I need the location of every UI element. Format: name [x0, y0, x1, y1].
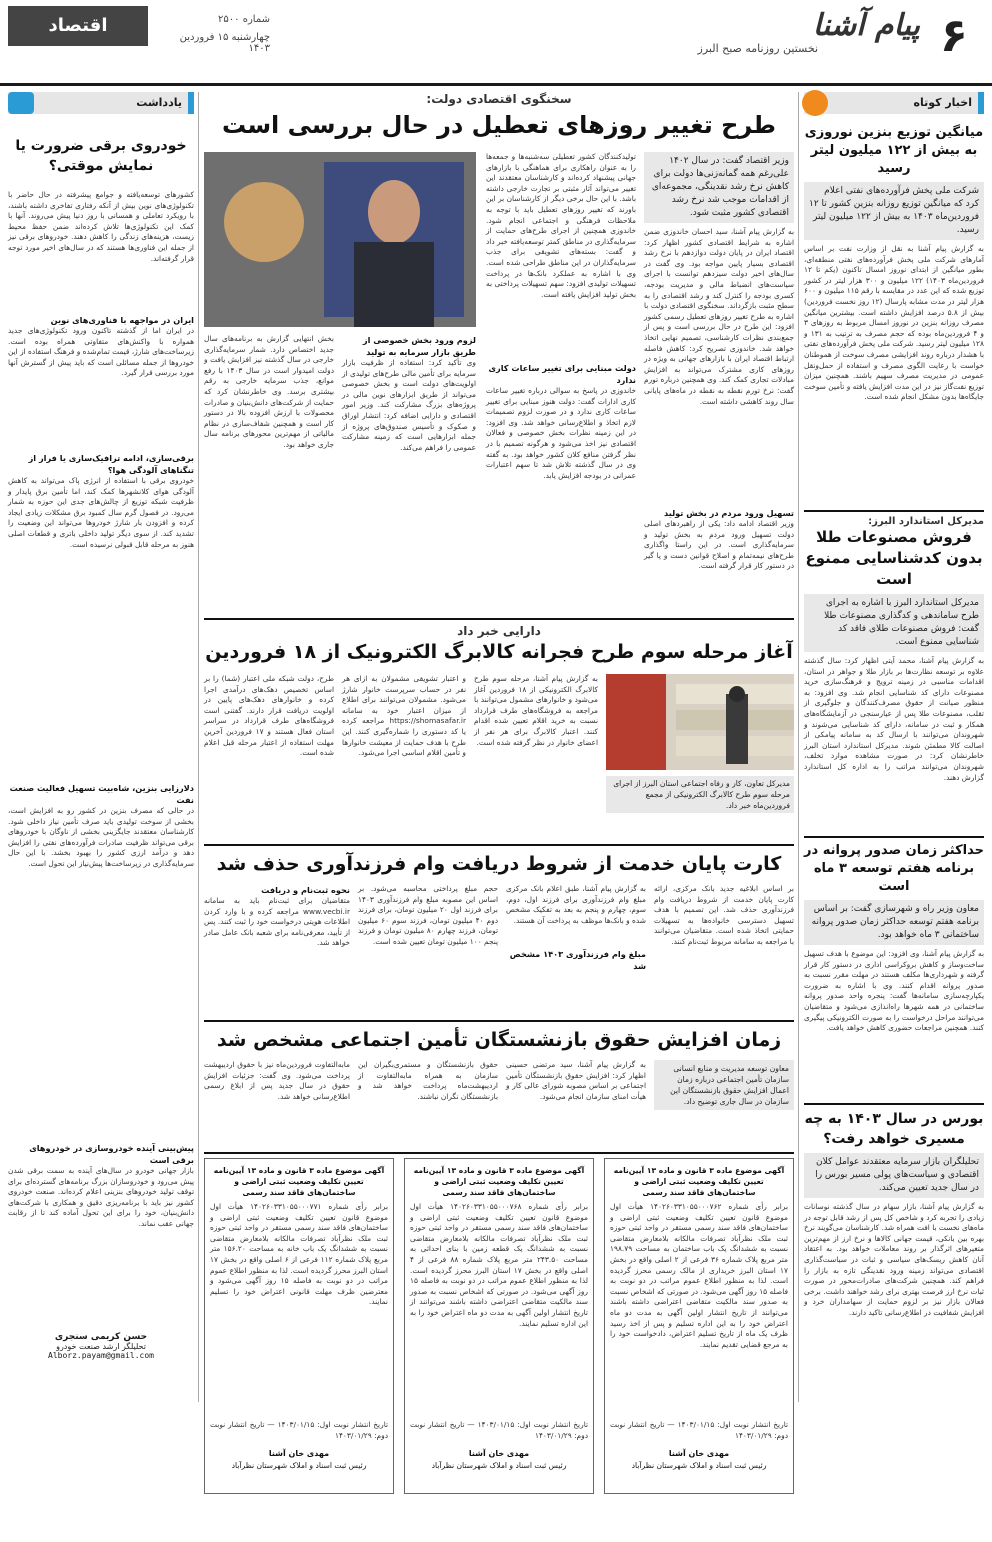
opinion-body: در ایران اما از گذشته تاکنون ورود تکنولوژی‌های جدید همواره با واکنش‌های متفاوتی همراه بوده است. زیرساخت‌های شارژ، قیمت تمام‌شده و فرهنگ استفاده از این خودروها از جمله مسائلی است که باید پیش از گسترش آنها مورد بررسی قرار گیرد. [8, 326, 194, 378]
ad-signer-name: مهدی خان آشنا [468, 1449, 530, 1458]
opinion-headline: خودروی برقی ضرورت یا نمایش موقتی؟ [15, 138, 187, 174]
news-headline: فروش مصنوعات طلا بدون کدشناسایی ممنوع است [805, 528, 983, 588]
loan-story [204, 850, 794, 1020]
loan-headline: کارت پایان خدمت از شروط دریافت وام فرزندآوری حذف شد [216, 853, 782, 875]
loan-body: حجم مبلغ پرداختی محاسبه می‌شود. بر اساس این مصوبه مبلغ وام فرزندآوری ۱۴۰۳ برای فرزند اول ۲۰ میلیون تومان، برای فرزند دوم ۴۰ میلیون تومان، فرزند سوم ۶۰ میلیون تومان، فرزند چهارم ۸۰ میلیون تومان و فرزند پنجم ۱۰۰ میلیون تومان تعیین شده است. [358, 884, 498, 946]
author-name: حسن کریمی سنجری [54, 1332, 148, 1342]
lead-body: وزیر اقتصاد ادامه داد: یکی از راهبردهای اصلی دولت تسهیل ورود مردم به بخش تولید و سرمایه‌گذاری است. در این راستا واگذاری طرح‌های نیمه‌تمام و اصلاح قوانین دست و پا گیر در دستور کار قرار گرفته است. [644, 519, 794, 571]
newspaper-logo: پیام آشنا [812, 8, 920, 43]
ad-dates: تاریخ انتشار نوبت اول: ۱۴۰۳/۰۱/۱۵ — تاریخ انتشار نوبت دوم: ۱۴۰۳/۰۱/۲۹ [210, 1420, 388, 1440]
news-body: به گزارش پیام آشنا، بازار سهام در سال گذشته نوسانات زیادی را تجربه کرد و شاخص کل پس از رشد قابل توجه در ماه‌های نخست با افت همراه شد. کارشناسان می‌گویند نرخ بهره بین بانکی، قیمت جهانی کالاها و نرخ ارز از مهم‌ترین متغیرهای اثرگذار بر روند معاملات خواهد بود. به اعتقاد آنان کاهش ریسک‌های سیاسی و ثبات در سیاست‌گذاری اقتصادی می‌تواند زمینه ورود نقدینگی تازه به بازار را فراهم کند. همچنین شرکت‌های صادرات‌محور در صورت ثبات نرخ ارز فرصت بهتری برای رشد خواهند داشت. برخی فعالان بازار نیز بر لزوم حمایت از سهامداران خرد و افزایش شفافیت در اطلاع‌رسانی تاکید دارند. [804, 1202, 984, 1317]
ad-title: آگهی موضوع ماده ۳ قانون و ماده ۱۳ آیین‌نامه تعیین تکلیف وضعیت ثبتی اراضی و ساختمان‌های فاقد سند رسمی [613, 1166, 785, 1197]
short-news-title-bar [804, 92, 984, 114]
opinion-column [8, 92, 194, 1402]
pension-story [204, 1026, 794, 1146]
divider [204, 618, 794, 620]
lead-body: خاندوزی در پاسخ به سوالی درباره تغییر ساعات کاری ادارات گفت: دولت هنوز مبنایی برای تغییر ساعات کاری ندارد و در صورت لزوم تصمیمات لازم اتخاذ و اطلاع‌رسانی خواهد شد. وی افزود: در این زمینه نظرات بخش خصوصی و فعالان اقتصادی نیز اخذ می‌شود و هرگونه تصمیم با در نظر گرفتن منافع کلان کشور خواهد بود. به گفته وی در سال گذشته تلاش شد تا سهم اعتبارات عمرانی در بودجه افزایش یابد. [486, 386, 636, 480]
pension-body: حقوق بازنشستگان و مستمری‌بگیران این سازمان به همراه مابه‌التفاوت از اردیبهشت‌ماه پرداخت خواهد شد و بازنشستگان نگران نباشند. [358, 1060, 498, 1101]
lead-body: به گزارش پیام آشنا، سید احسان خاندوزی ضمن اشاره به شرایط اقتصادی کشور اظهار کرد: اقتصاد ایران در پایان دولت دوازدهم با نرخ رشد اقتصادی بسیار پایین مواجه بود. وی گفت در سال‌های اخیر دولت سیزدهم توانست با اجرای سیاست‌های انضباط مالی و مدیریت بودجه، کسری بودجه را کنترل کند و رشد اقتصادی را به سطح مثبت بازگرداند. سخنگوی اقتصادی دولت با اشاره به طرح تغییر روزهای تعطیل رسمی کشور افزود: این طرح در حال بررسی است و پس از جمع‌بندی نظرات کارشناسی، تصمیم نهایی اتخاذ خواهد شد. خاندوزی تصریح کرد: کاهش فاصله ارتباط اقتصاد ایران با بازارهای جهانی به ویژه در روزهای کاری مشترک می‌تواند به افزایش مبادلات تجاری کمک کند. وی همچنین درباره تورم گفت: نرخ تورم نقطه به نقطه در ماه‌های پایانی سال روند کاهشی داشته است. [644, 227, 794, 406]
kalabarg-kicker: دارایی خبر داد [457, 624, 541, 638]
news-headline: بورس در سال ۱۴۰۳ به چه مسیری خواهد رفت؟ [804, 1111, 984, 1147]
lead-subhead: تسهیل ورود مردم در بخش تولید [664, 508, 794, 518]
ad-signer-name: مهدی خان آشنا [268, 1449, 330, 1458]
ad-dates: تاریخ انتشار نوبت اول: ۱۴۰۳/۰۱/۱۵ — تاریخ انتشار نوبت دوم: ۱۴۰۳/۰۱/۲۹ [410, 1420, 588, 1440]
registry-ad [404, 1158, 594, 1494]
column-rule [198, 92, 199, 1402]
megaphone-icon [802, 90, 828, 116]
news-item-gold [804, 516, 984, 832]
news-lede: تحلیلگران بازار سرمایه معتقدند عوامل کلان اقتصادی و سیاست‌های پولی مسیر بورس را در سال جدید تعیین می‌کند. [804, 1153, 984, 1198]
author-email[interactable]: Alborz.payam@gmail.com [48, 1351, 154, 1360]
minister-photo [204, 152, 476, 327]
lead-lede: وزیر اقتصاد گفت: در سال ۱۴۰۲ علی‌رغم همه گمانه‌زنی‌ها دولت برای کاهش نرخ رشد نقدینگی، مجموعه‌ای از اقدامات موجب شد نرخ رشد اقتصادی کشور مثبت شود. [644, 152, 794, 223]
pension-col-1 [654, 1060, 794, 1144]
short-news-column [804, 92, 984, 1402]
lead-col-4 [204, 334, 334, 614]
lead-col-3 [342, 334, 476, 614]
lead-subhead: لزوم ورود بخش خصوصی از طریق بازار سرمایه به تولید [362, 335, 476, 357]
loan-body: متقاضیان برای ثبت‌نام باید به سامانه www.vecbi.ir مراجعه کرده و با وارد کردن اطلاعات هویتی درخواست خود را ثبت کنند. پس از تأیید، معرفی‌نامه برای شعبه بانک عامل صادر خواهد شد. [204, 896, 350, 948]
pension-lede: معاون توسعه مدیریت و منابع انسانی سازمان تأمین اجتماعی درباره زمان اعمال افزایش حقوق بازنشستگان این سازمان در سال جاری توضیح داد. [654, 1060, 794, 1110]
ad-signer-title: رئیس ثبت اسناد و املاک شهرستان نظرآباد [231, 1461, 367, 1470]
lead-body: تولیدکنندگان کشور تعطیلی سه‌شنبه‌ها و جمعه‌ها را به عنوان راهکاری برای هماهنگی با بازارهای جهانی پیشنهاد کرده‌اند و کارشناسان معتقدند این تغییر می‌تواند آثار مثبتی بر تجارت خارجی داشته باشد. با این حال برخی دیگر از کارشناسان بر این باورند که تغییر روزهای تعطیل باید با توجه به ملاحظات فرهنگی و اجتماعی انجام شود. خاندوزی همچنین از اجرای طرح‌های حمایت از سرمایه‌گذاری در مناطق کمتر توسعه‌یافته خبر داد و گفت: بسته‌های تشویقی برای جذب سرمایه‌گذاران در این مناطق طراحی شده است. وی با اشاره به عملکرد بانک‌ها در پرداخت تسهیلات تولیدی افزود: سهم تسهیلات پرداختی به بخش تولید افزایش یافته است. [486, 152, 636, 299]
lead-photo [204, 152, 476, 327]
news-kicker: مدیرکل استاندارد البرز: [868, 516, 984, 527]
news-lede: معاون وزیر راه و شهرسازی گفت: بر اساس برنامه هفتم توسعه حداکثر زمان صدور پروانه ساختمانی ۳ ماه خواهد بود. [804, 900, 984, 945]
ad-signer-title: رئیس ثبت اسناد و املاک شهرستان نظرآباد [431, 1461, 567, 1470]
ad-title: آگهی موضوع ماده ۳ قانون و ماده ۱۳ آیین‌نامه تعیین تکلیف وضعیت ثبتی اراضی و ساختمان‌های فاقد سند رسمی [413, 1166, 585, 1197]
page-number: ۶ [939, 8, 968, 62]
tagline: نخستین روزنامه صبح البرز [697, 42, 818, 55]
opinion-title: یادداشت [136, 96, 182, 109]
ad-title: آگهی موضوع ماده ۳ قانون و ماده ۱۳ آیین‌نامه تعیین تکلیف وضعیت ثبتی اراضی و ساختمان‌های فاقد سند رسمی [213, 1166, 385, 1197]
kalabarg-caption: مدیرکل تعاون، کار و رفاه اجتماعی استان البرز از اجرای مرحله سوم طرح کالابرگ الکترونیکی از مجمع فروردین‌ماه خبر داد. [606, 776, 794, 813]
registry-ad [604, 1158, 794, 1494]
section-label: اقتصاد [8, 6, 148, 46]
pension-body: به گزارش پیام آشنا، سید مرتضی حسینی اظهار کرد: افزایش حقوق بازنشستگان تأمین اجتماعی بر اساس مصوبه شورای عالی کار و هیأت امنای سازمان انجام می‌شود. [506, 1060, 646, 1101]
pension-body: مابه‌التفاوت فروردین‌ماه نیز با حقوق اردیبهشت پرداخت می‌شود. وی گفت: جزئیات افزایش حقوق در سال جدید پس از ابلاغ رسمی اطلاع‌رسانی خواهد شد. [204, 1060, 350, 1101]
masthead [0, 0, 992, 86]
ad-signer-title: رئیس ثبت اسناد و املاک شهرستان نظرآباد [631, 1461, 767, 1470]
supermarket-photo [606, 674, 794, 770]
news-item-bourse [804, 1109, 984, 1542]
lead-headline: طرح تغییر روزهای تعطیل در حال بررسی است [222, 111, 776, 139]
opinion-body: خودروی برقی با استفاده از انرژی پاک می‌تواند به کاهش آلودگی هوای کلانشهرها کمک کند، اما تأمین برق پایدار و ظرفیت شبکه توزیع از چالش‌های جدی این حوزه به شمار می‌رود. در فصول گرم سال کمبود برق مشکلات زیادی ایجاد کرده و افزودن بار شارژ خودروها می‌تواند این وضعیت را تشدید کند. از سوی دیگر تولید داخلی باتری و قطعات اصلی هنوز به مرحله قابل قبولی نرسیده است. [8, 476, 194, 549]
kalabarg-body: به گزارش پیام آشنا، مرحله سوم طرح کالابرگ الکترونیکی از ۱۸ فروردین آغاز می‌شود و خانوارهای مشمول می‌توانند با مراجعه به فروشگاه‌های طرف قرارداد نسبت به خرید اقلام تعیین شده اقدام کنند. اعتبار کالابرگ برای هر نفر از اعضای خانوار در نظر گرفته شده است. [474, 674, 598, 747]
divider [804, 1103, 984, 1105]
divider [804, 510, 984, 512]
loan-body: به گزارش پیام آشنا، طبق اعلام بانک مرکزی مبلغ وام فرزندآوری برای فرزند اول، دوم، سوم، چهارم و پنجم به بعد به تفکیک مشخص شده و بانک‌ها موظف به پرداخت آن هستند. [506, 884, 646, 925]
news-body: به گزارش پیام آشنا به نقل از وزارت نفت بر اساس آمارهای شرکت ملی پخش فرآورده‌های نفتی منطقه‌ای، بطور میانگین از ابتدای نوروز امسال تاکنون (یکم تا ۱۲ فروردین‌ماه ۱۴۰۳) ۱۲۲ میلیون و ۳۰۰ هزار لیتر در کشور توزیع شده که این عدد در مقایسه با رقم ۱۱۵ میلیون و ۶۰۰ هزار لیتر در مدت مشابه پارسال (۱۲ روز نخست فروردین) بیش از ۵.۸ درصد افزایش داشته است. بیشترین میانگین مصرف روزانه بنزین در نوروز امسال مربوط به روزهای ۳ و ۴ فروردین‌ماه بوده که حجم مصرف به ترتیب به ۱۳۱ و ۱۲۸ میلیون لیتر رسید. شرکت ملی پخش فرآورده‌های نفتی با هشدار درباره روند افزایشی مصرف سوخت از هموطنان خواست با رعایت الگوی مصرف و استفاده از حمل‌ونقل عمومی در مدیریت مصرف سهیم باشند. همچنین میزان توزیع نفت‌گاز نیز در این مدت افزایش یافته و تأمین سوخت جایگاه‌ها بدون مشکل انجام شده است. [804, 244, 985, 402]
column-rule [798, 92, 799, 1402]
opinion-body: در حالی که مصرف بنزین در کشور رو به افزایش است، بخشی از سوخت تولیدی باید صرف تأمین نیاز داخلی شود. کارشناسان معتقدند جایگزینی بخشی از ناوگان با خودروهای برقی می‌تواند ظرفیت صادرات فرآورده‌های نفتی را افزایش دهد و درآمد ارزی کشور را بهبود بخشد. با این حال سرمایه‌گذاری در زیرساخت‌ها پیش‌نیاز این تحول است. [8, 806, 194, 868]
ad-body: برابر رأی شماره ۱۴۰۲۶۰۳۳۱۰۵۵۰۰۰۷۶۲ هیأت اول موضوع قانون تعیین تکلیف وضعیت ثبتی اراضی و ساختمان‌های فاقد سند رسمی مستقر در واحد ثبتی حوزه ثبت ملک نظرآباد تصرفات مالکانه بلامعارض متقاضی نسبت به ششدانگ یک باب ساختمان به مساحت ۱۹۸.۷۹ متر مربع پلاک شماره ۳۶ فرعی از ۲ اصلی واقع در بخش ۱۷ استان البرز خریداری از مالک رسمی محرز گردیده است. لذا به منظور اطلاع عموم مراتب در دو نوبت به فاصله ۱۵ روز آگهی می‌شود. در صورتی که اشخاص نسبت به صدور سند مالکیت متقاضی اعتراضی داشته باشند می‌توانند از تاریخ انتشار اولین آگهی به مدت دو ماه اعتراض خود را به این اداره تسلیم و پس از اخذ رسید ظرف یک ماه از تاریخ تسلیم اعتراض، دادخواست خود را به مرجع قضایی تقدیم نمایند. [610, 1202, 788, 1349]
ad-body: برابر رأی شماره ۱۴۰۲۶۰۳۳۱۰۵۵۰۰۰۷۷۱ هیأت اول موضوع قانون تعیین تکلیف وضعیت ثبتی اراضی و ساختمان‌های فاقد سند رسمی مستقر در واحد ثبتی حوزه ثبت ملک نظرآباد تصرفات مالکانه بلامعارض متقاضی نسبت به ششدانگ یک باب خانه به مساحت ۱۵۶.۲۰ متر مربع پلاک شماره ۱۱۲ فرعی از ۶ اصلی واقع در بخش ۱۷ استان البرز محرز گردیده است. لذا به منظور اطلاع عموم مراتب در دو نوبت به فاصله ۱۵ روز آگهی می‌شود و معترضین ظرف مهلت قانونی اعتراض خود را تسلیم نمایند. [210, 1202, 389, 1307]
opinion-title-bar [8, 92, 194, 114]
news-headline: میانگین توزیع بنزین نوروزی به بیش از ۱۲۲ میلیون لیتر رسید [804, 125, 984, 176]
news-item-fuel [804, 124, 984, 506]
opinion-subhead: ایران در مواجهه با فناوری‌های نوین [50, 315, 194, 325]
short-news-title: اخبار کوتاه [913, 96, 972, 109]
news-lede: شرکت ملی پخش فرآورده‌های نفتی اعلام کرد که میانگین توزیع روزانه بنزین کشور تا ۱۲ فروردین‌ماه ۱۴۰۳ به بیش از ۱۲۲ میلیون لیتر رسید. [804, 182, 984, 240]
registry-ad [204, 1158, 394, 1494]
ad-dates: تاریخ انتشار نوبت اول: ۱۴۰۳/۰۱/۱۵ — تاریخ انتشار نوبت دوم: ۱۴۰۳/۰۱/۲۹ [610, 1420, 788, 1440]
kalabarg-photo-block [606, 674, 794, 812]
lead-subhead: دولت مبنایی برای تغییر ساعات کاری ندارد [488, 363, 636, 385]
news-item-permit [804, 842, 984, 1099]
ad-body: برابر رأی شماره ۱۴۰۲۶۰۳۳۱۰۵۵۰۰۰۷۶۸ هیأت اول موضوع قانون تعیین تکلیف وضعیت ثبتی اراضی و ساختمان‌های فاقد سند رسمی مستقر در واحد ثبتی حوزه ثبت ملک نظرآباد تصرفات مالکانه بلامعارض متقاضی نسبت به ششدانگ یک قطعه زمین با بنای احداثی به مساحت ۲۴۳.۵۰ متر مربع پلاک شماره ۸۸ فرعی از ۴ اصلی واقع در بخش ۱۷ استان البرز محرز گردیده است. لذا به منظور اطلاع عموم مراتب در دو نوبت به فاصله ۱۵ روز آگهی می‌شود. در صورتی که اشخاص نسبت به صدور سند مالکیت متقاضی اعتراضی داشته باشند می‌توانند از تاریخ انتشار اولین آگهی به مدت دو ماه اعتراض خود را به این اداره تسلیم نمایند. [410, 1202, 588, 1328]
opinion-subhead: برقی‌سازی، ادامه ترافیک‌سازی یا فرار از تنگناهای آلودگی هوا؟ [28, 453, 194, 475]
pension-headline: زمان افزایش حقوق بازنشستگان تأمین اجتماعی مشخص شد [216, 1029, 782, 1051]
main-column [204, 92, 794, 1470]
news-lede: مدیرکل استاندارد البرز با اشاره به اجرای طرح ساماندهی و کدگذاری مصنوعات طلا گفت: فروش مصنوعات طلای فاقد کد شناسایی ممنوع است. [804, 594, 984, 652]
divider [804, 836, 984, 838]
loan-col-4 [204, 884, 350, 1014]
author-title: تحلیلگر ارشد صنعت خودرو [56, 1342, 146, 1351]
masthead-right [668, 6, 968, 80]
lead-col-1 [644, 152, 794, 614]
opinion-subhead: پیش‌بینی آینده خودروسازی در خودروهای برقی است [29, 1143, 194, 1165]
lead-kicker: سخنگوی اقتصادی دولت: [426, 92, 572, 106]
divider [204, 844, 794, 846]
kalabarg-body: و اعتبار تشویقی مشمولان به ازای هر نفر در حساب سرپرست خانوار شارژ می‌شود. مشمولان می‌توانند برای اطلاع از میزان اعتبار خود به سامانه https://shomasafar.ir مراجعه کرده یا کد دستوری را شماره‌گیری کنند. این طرح با هدف حمایت از معیشت خانوارها و تأمین اقلام اساسی اجرا می‌شود. [342, 674, 466, 758]
ad-signer-name: مهدی خان آشنا [668, 1449, 730, 1458]
opinion-subhead: دلارزایی بنزین، شاه‌بیت تسهیل فعالیت صنعت نفت [9, 783, 194, 805]
issue-date: چهارشنبه ۱۵ فروردین ۱۴۰۳ [179, 32, 270, 54]
divider [204, 1020, 794, 1022]
kalabarg-story [204, 624, 794, 844]
loan-col-2 [506, 884, 646, 1014]
loan-subhead: نحوه ثبت‌نام و دریافت [261, 885, 350, 895]
kalabarg-headline: آغاز مرحله سوم طرح فجرانه کالابرگ الکترونیک از ۱۸ فروردین [205, 641, 793, 663]
news-body: به گزارش پیام آشنا، محمد آیتی اظهار کرد: سال گذشته علاوه بر توسعه نظارت‌ها بر بازار طلا و جواهر در استان، اقدامات مناسبی در زمینه ترویج و فرهنگ‌سازی خرید مصنوعات دارای کد شناسایی انجام شد. وی افزود: به منظور صیانت از حقوق مصرف‌کنندگان و جلوگیری از تقلب، مصنوعات طلا پس از عیارسنجی در آزمایشگاه‌های همکار و ثبت در سامانه، دارای کد شناسایی می‌شوند و شهروندان می‌توانند با ارسال کد به سامانه پیامکی از اصالت کالا مطمئن شوند. مدیرکل استاندارد استان البرز خاطرنشان کرد: در صورت مشاهده موارد تخلف، شهروندان می‌توانند مراتب را به اداره کل استاندارد گزارش دهند. [804, 656, 984, 782]
opinion-body: کشورهای توسعه‌یافته و جوامع پیشرفته در حال حاضر با تکنولوژی‌های نوین بیش از آنکه رفتاری تفاخری داشته باشند، با رویکرد تعاملی و همسانی با روز دنیا پیش می‌روند. آنها با کمک این تکنولوژی‌ها تلاش کرده‌اند ضمن حفظ محیط زیست، هزینه‌های زندگی را کاهش دهند. خودروهای برقی نیز از جمله این فناوری‌ها هستند که در سال‌های اخیر مورد توجه قرار گرفته‌اند. [8, 190, 194, 263]
loan-subhead: مبلغ وام فرزندآوری ۱۴۰۳ مشخص شد [509, 949, 646, 971]
lead-body: وی تأکید کرد: استفاده از ظرفیت بازار سرمایه برای تأمین مالی طرح‌های تولیدی از اولویت‌های دولت است و بخش خصوصی می‌تواند از طریق ابزارهای نوین مالی در پروژه‌های بزرگ مشارکت کند. وزیر امور اقتصادی و دارایی اضافه کرد: انتشار اوراق و صکوک و تأسیس صندوق‌های پروژه از جمله ابزارهایی است که زمینه مشارکت عمومی را فراهم می‌کند. [342, 358, 476, 452]
loan-body: بر اساس ابلاغیه جدید بانک مرکزی، ارائه کارت پایان خدمت از شروط دریافت وام فرزندآوری حذف شد. این تصمیم با هدف تسهیل دسترسی خانواده‌ها به تسهیلات حمایتی اتخاذ شده است. متقاضیان می‌توانند با مراجعه به سامانه مربوط ثبت‌نام کنند. [654, 884, 794, 946]
issue-number: شماره ۲۵۰۰ [218, 14, 270, 25]
opinion-body: بازار جهانی خودرو در سال‌های آینده به سمت برقی شدن پیش می‌رود و خودروسازان بزرگ برنامه‌های گسترده‌ای برای توقف تولید خودروهای بنزینی اعلام کرده‌اند. صنعت خودروی کشور نیز باید با برنامه‌ریزی دقیق و همکاری با شرکت‌های دانش‌بنیان، خود را برای این تحول آماده کند تا از رقابت جهانی عقب نماند. [8, 1166, 194, 1228]
kalabarg-body: طرح، دولت شبکه ملی اعتبار (شما) را بر اساس تخصیص دهک‌های درآمدی اجرا کرده و خانوارهای دهک‌های پایین در اولویت دریافت قرار دارند. گفتنی است فروشگاه‌های طرف قرارداد در سراسر استان فعال هستند و ۱۷ فروردین آخرین مهلت استفاده از اعتبار مرحله قبل اعلام شده است. [204, 674, 335, 758]
notepad-icon [8, 92, 34, 114]
lead-col-2 [486, 152, 636, 614]
news-body: به گزارش پیام آشنا، وی افزود: این موضوع با هدف تسهیل ساخت‌وساز و کاهش بروکراسی اداری در دستور کار قرار گرفته و شهرداری‌ها مکلف هستند در مهلت مقرر نسبت به صدور پروانه اقدام کنند. وی با اشاره به ضرورت یکپارچه‌سازی سامانه‌ها گفت: پنجره واحد صدور پروانه ساختمانی در همه شهرها راه‌اندازی می‌شود و متقاضیان می‌توانند مراحل درخواست را به صورت الکترونیکی پیگیری کنند. همچنین مراجعات حضوری کاهش خواهد یافت. [804, 949, 984, 1033]
news-headline: حداکثر زمان صدور پروانه در برنامه هفتم توسعه ۳ ماه است [804, 843, 984, 894]
divider [204, 1152, 794, 1154]
lead-body: بخش انتهایی گزارش به برنامه‌های سال جدید اختصاص دارد. شمار سرمایه‌گذاری خارجی در سال گذشته نیز افزایش یافت و دولت امیدوار است در سال ۱۴۰۳ با رفع موانع، جذب سرمایه خارجی به رقم بیشتری برسد. وی خاطرنشان کرد که حمایت از شرکت‌های دانش‌بنیان و صادرات محصولات با ارزش افزوده بالا در دستور کار است و همچنین شفاف‌سازی در نظام مالیاتی از مهم‌ترین محورهای برنامه سال جاری خواهد بود. [204, 334, 335, 449]
